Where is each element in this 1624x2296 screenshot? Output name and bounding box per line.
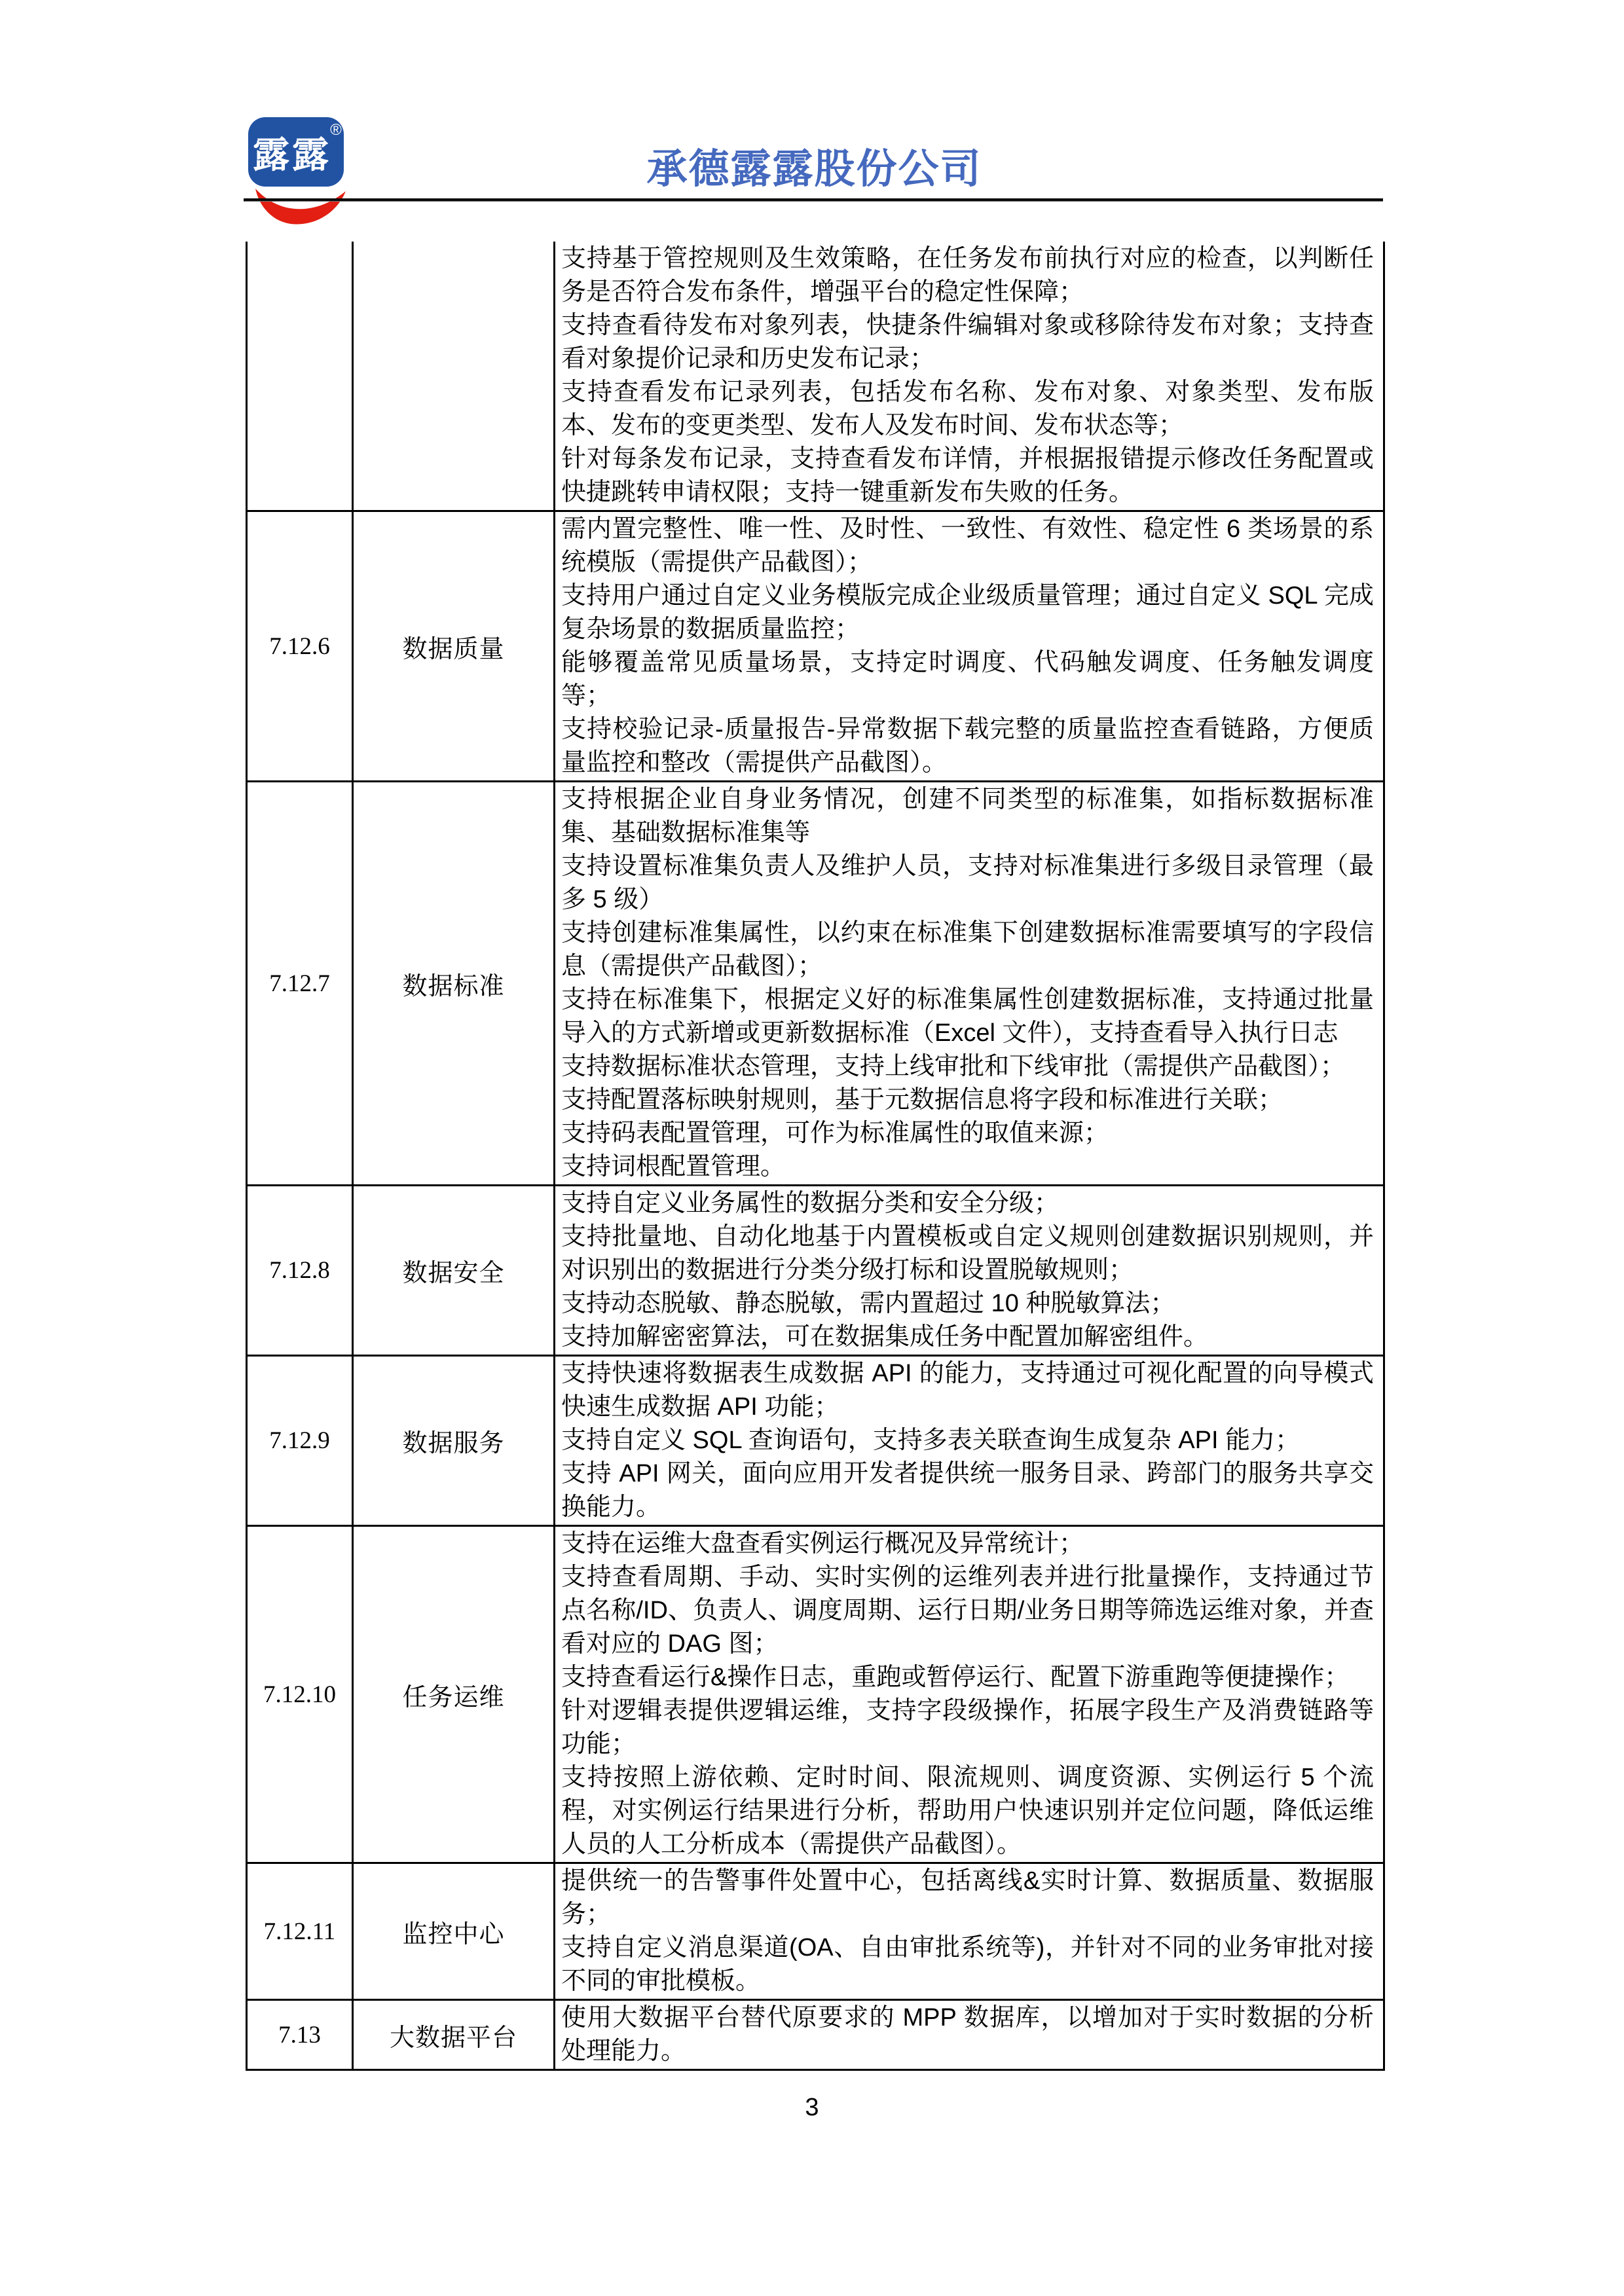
requirement-item: 支持根据企业自身业务情况，创建不同类型的标准集，如指标数据标准集、基础数据标准集等 [561,786,1374,847]
requirements-table-body [247,242,1384,2070]
requirement-item: 提供统一的告警事件处置中心，包括离线&实时计算、数据质量、数据服务； [561,1867,1374,1928]
requirement-item: 支持 API 网关，面向应用开发者提供统一服务目录、跨部门的服务共享交换能力。 [561,1460,1374,1521]
requirements-table [246,242,1385,2071]
row-category-cell: 数据质量 [353,511,555,782]
requirement-item: 支持校验记录-质量报告-异常数据下载完整的质量监控查看链路，方便质量监控和整改（需提供产品截图）。 [561,716,1374,776]
requirement-item: 支持用户通过自定义业务模版完成企业级质量管理；通过自定义 SQL 完成复杂场景的数据质量监控； [561,582,1374,643]
requirement-item: 支持设置标准集负责人及维护人员，支持对标准集进行多级目录管理（最多 5 级） [561,852,1374,913]
requirement-item: 支持创建标准集属性，以约束在标准集下创建数据标准需要填写的字段信息（需提供产品截图）； [561,919,1374,980]
requirement-item: 需内置完整性、唯一性、及时性、一致性、有效性、稳定性 6 类场景的系统模版（需提供产品截图）； [561,515,1374,576]
requirement-item: 支持批量地、自动化地基于内置模板或自定义规则创建数据识别规则，并对识别出的数据进行分类分级打标和设置脱敏规则； [561,1223,1374,1284]
page-number: 3 [805,2094,819,2121]
requirement-item: 支持在标准集下，根据定义好的标准集属性创建数据标准，支持通过批量导入的方式新增或更新数据标准（Excel 文件），支持查看导入执行日志 [561,986,1374,1047]
requirement-item: 支持查看周期、手动、实时实例的运维列表并进行批量操作，支持通过节点名称/ID、负责人、调度周期、运行日期/业务日期等筛选运维对象，并查看对应的 DAG 图； [561,1563,1374,1658]
requirement-item: 使用大数据平台替代原要求的 MPP 数据库，以增加对于实时数据的分析处理能力。 [561,2004,1374,2065]
row-id-cell [247,242,353,511]
table-row [247,511,1384,782]
requirement-item: 支持自定义业务属性的数据分类和安全分级； [561,1190,1060,1217]
requirement-item: 支持查看发布记录列表，包括发布名称、发布对象、对象类型、发布版本、发布的变更类型、发布人及发布时间、发布状态等； [561,378,1374,439]
row-requirements-cell [555,2000,1384,2070]
row-requirements-cell [555,782,1384,1186]
table-row [247,1186,1384,1356]
row-id-cell: 7.12.8 [247,1186,353,1356]
row-requirements-cell [555,1186,1384,1356]
table-row [247,242,1384,511]
row-id-cell: 7.13 [247,2000,353,2070]
requirement-item: 支持快速将数据表生成数据 API 的能力，支持通过可视化配置的向导模式快速生成数据 API 功能； [561,1360,1374,1421]
row-id-cell: 7.12.7 [247,782,353,1186]
registered-mark-icon: ® [330,121,342,139]
requirement-item: 支持词根配置管理。 [561,1153,786,1180]
table-row [247,1526,1384,1863]
table-row [247,1356,1384,1526]
requirement-item: 支持配置落标映射规则，基于元数据信息将字段和标准进行关联； [561,1086,1283,1114]
row-category-cell: 数据标准 [353,782,555,1186]
requirement-item: 支持查看待发布对象列表，快捷条件编辑对象或移除待发布对象；支持查看对象提价记录和历史发布记录； [561,312,1374,373]
row-id-cell: 7.12.10 [247,1526,353,1863]
row-category-cell: 数据安全 [353,1186,555,1356]
row-category-cell: 监控中心 [353,1863,555,2000]
row-requirements-cell [555,511,1384,782]
table-row [247,782,1384,1186]
requirement-item: 能够覆盖常见质量场景，支持定时调度、代码触发调度、任务触发调度等； [561,649,1374,710]
requirement-item: 支持码表配置管理，可作为标准属性的取值来源； [561,1120,1109,1147]
header-divider [244,198,1383,202]
requirement-item: 支持自定义 SQL 查询语句，支持多表关联查询生成复杂 API 能力； [561,1427,1301,1454]
table-row [247,2000,1384,2070]
row-category-cell: 数据服务 [353,1356,555,1526]
table-row [247,1863,1384,2000]
row-requirements-cell [555,1863,1384,2000]
row-category-cell: 任务运维 [353,1526,555,1863]
requirement-item: 支持加解密密算法，可在数据集成任务中配置加解密组件。 [561,1323,1209,1351]
requirement-item: 支持基于管控规则及生效策略，在任务发布前执行对应的检查，以判断任务是否符合发布条件，增强平台的稳定性保障； [561,245,1374,306]
row-id-cell: 7.12.9 [247,1356,353,1526]
requirement-item: 针对每条发布记录，支持查看发布详情，并根据报错提示修改任务配置或快捷跳转申请权限；支持一键重新发布失败的任务。 [561,445,1374,506]
requirement-item: 支持数据标准状态管理，支持上线审批和下线审批（需提供产品截图）； [561,1053,1346,1080]
row-id-cell: 7.12.6 [247,511,353,782]
requirement-item: 支持按照上游依赖、定时时间、限流规则、调度资源、实例运行 5 个流程，对实例运行结果进行分析，帮助用户快速识别并定位问题，降低运维人员的人工分析成本（需提供产品截图）。 [561,1764,1374,1858]
row-id-cell: 7.12.11 [247,1863,353,2000]
row-category-cell: 大数据平台 [353,2000,555,2070]
row-requirements-cell [555,1526,1384,1863]
logo-characters: 露露 [253,134,331,175]
row-category-cell [353,242,555,511]
row-requirements-cell [555,1356,1384,1526]
page-title: 承德露露股份公司 [646,147,982,192]
requirement-item: 支持在运维大盘查看实例运行概况及异常统计； [561,1530,1084,1558]
row-requirements-cell [555,242,1384,511]
requirement-item: 支持查看运行&操作日志，重跑或暂停运行、配置下游重跑等便捷操作； [561,1664,1350,1691]
requirement-item: 支持动态脱敏、静态脱敏，需内置超过 10 种脱敏算法； [561,1290,1175,1317]
requirement-item: 支持自定义消息渠道(OA、自由审批系统等)，并针对不同的业务审批对接不同的审批模板。 [561,1934,1374,1995]
requirement-item: 针对逻辑表提供逻辑运维，支持字段级操作，拓展字段生产及消费链路等功能； [561,1697,1374,1758]
